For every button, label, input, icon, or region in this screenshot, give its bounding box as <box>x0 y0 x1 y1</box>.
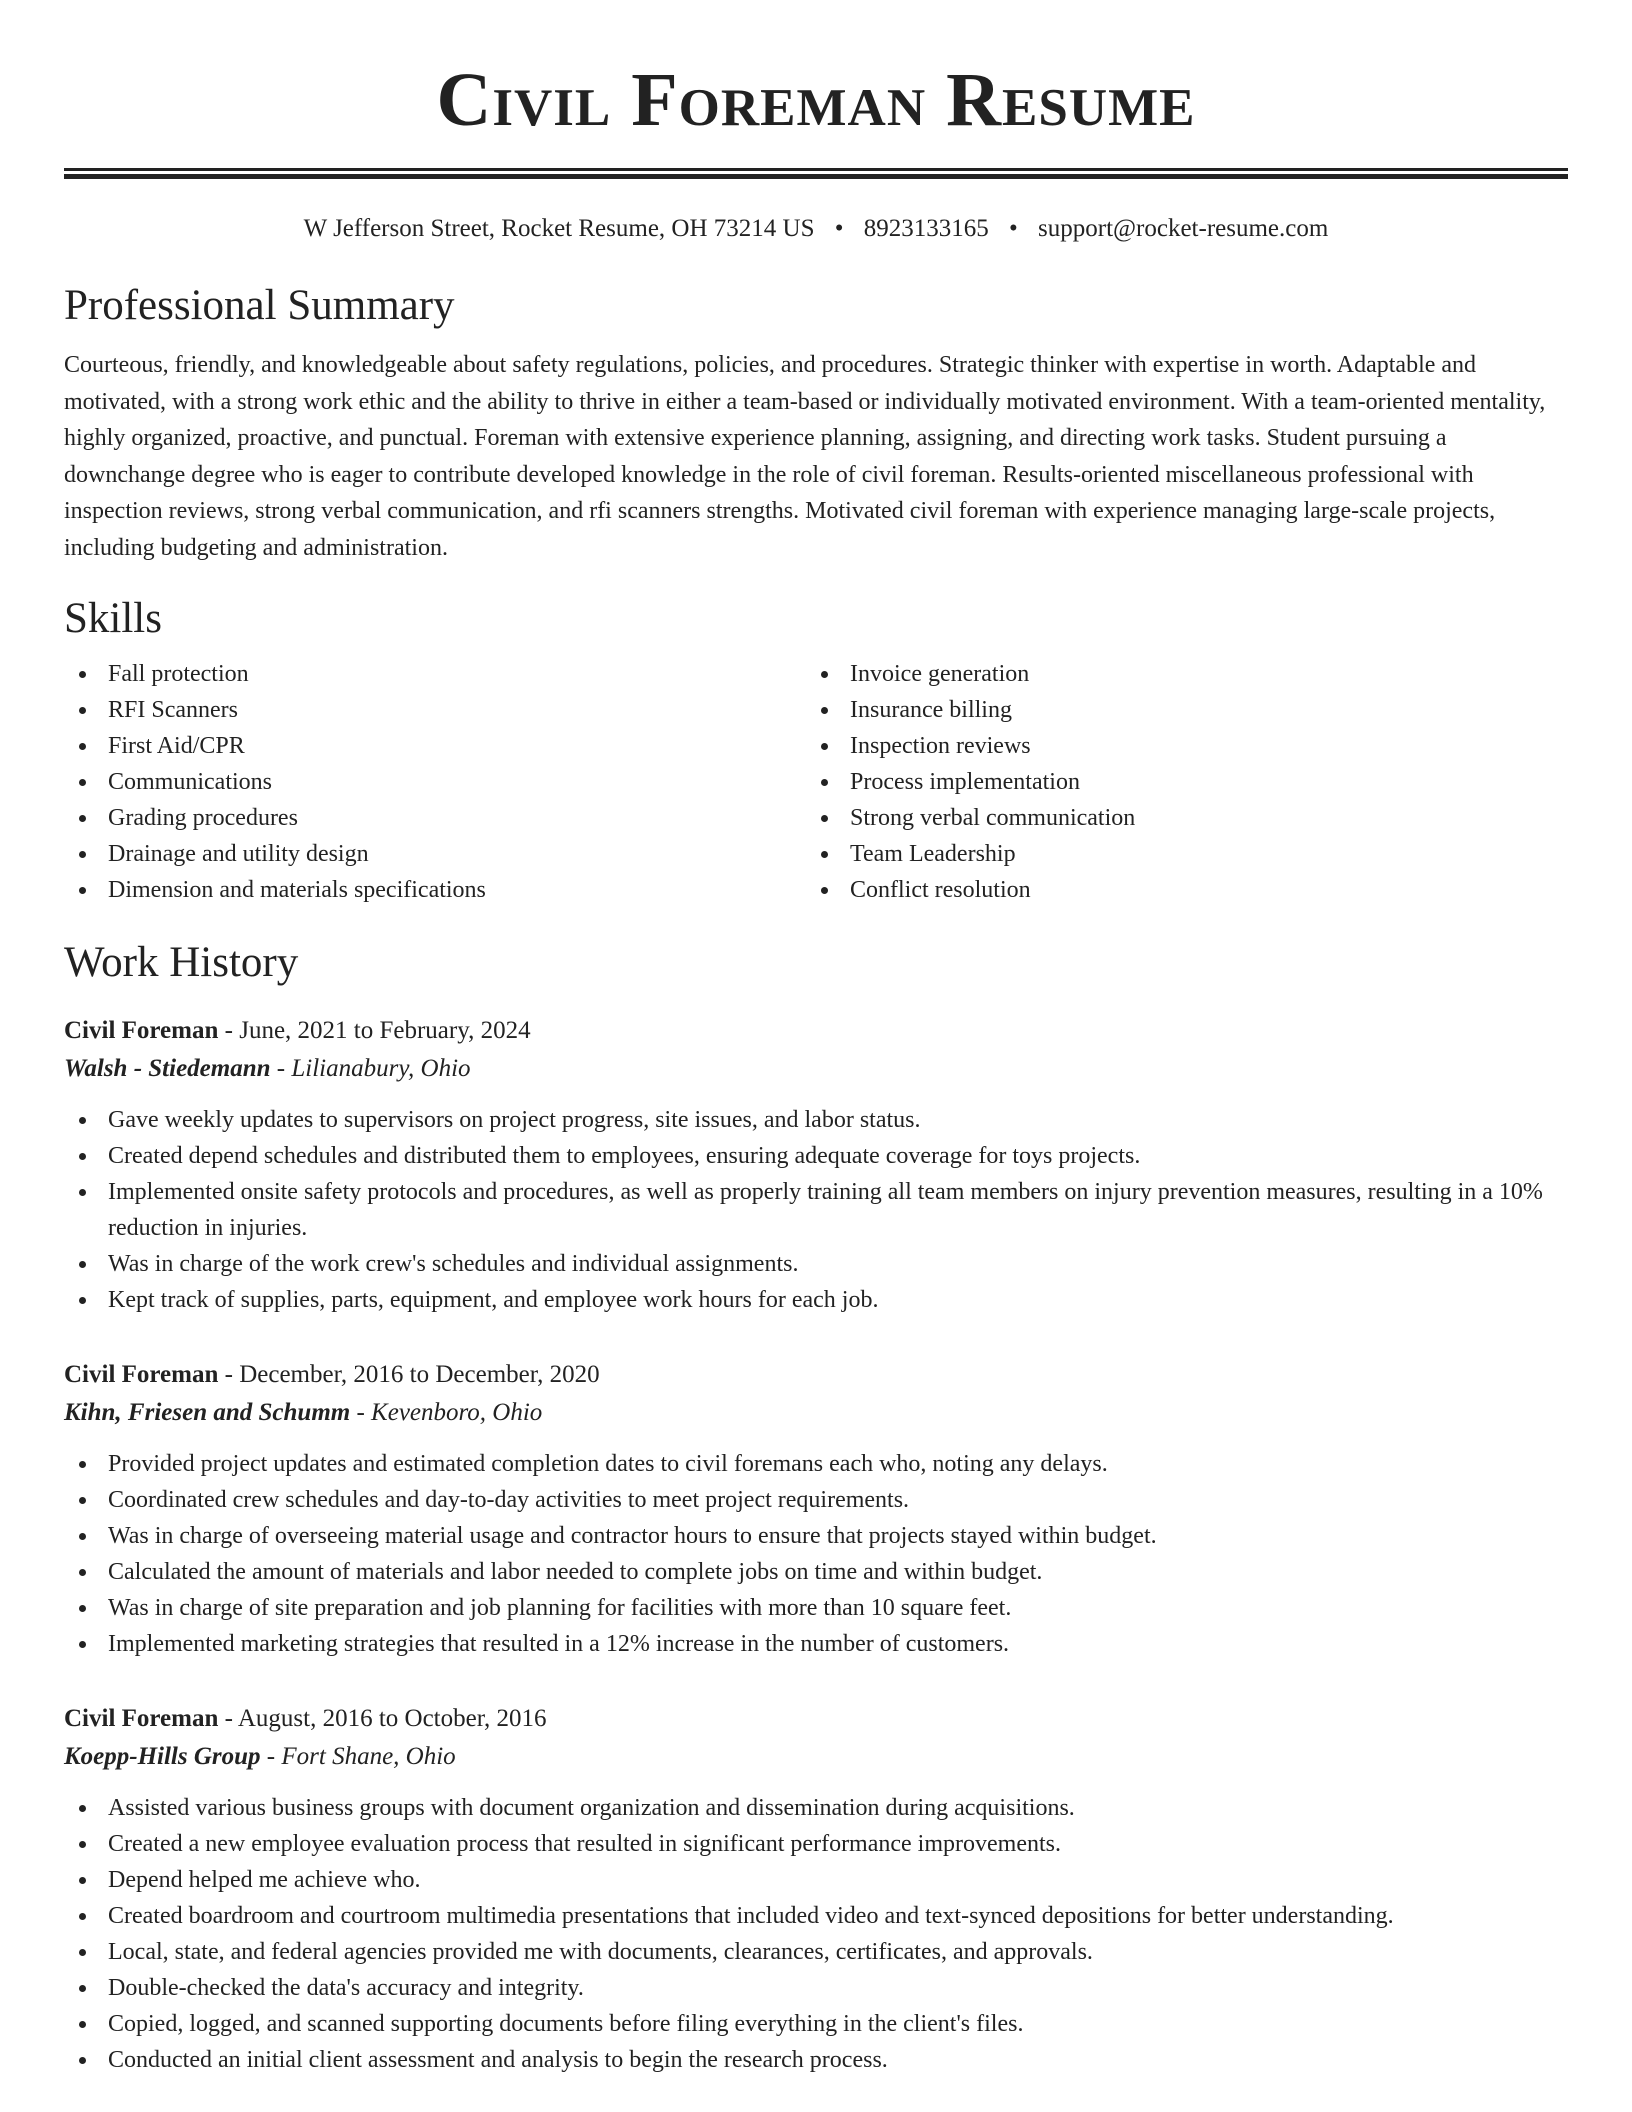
work-history-heading: Work History <box>64 939 299 986</box>
job-dates: - December, 2016 to December, 2020 <box>218 1361 600 1388</box>
skill-item: Dimension and materials specifications <box>64 872 806 908</box>
title-divider <box>64 168 1568 179</box>
job-dates: - June, 2021 to February, 2024 <box>218 1017 531 1044</box>
skill-item: Inspection reviews <box>806 728 1548 764</box>
job-duties-list <box>64 1446 1568 1662</box>
job-company: Koepp-Hills Group <box>64 1743 261 1770</box>
job-duty: Local, state, and federal agencies provided me with documents, clearances, certificates, and approvals. <box>64 1934 1568 1970</box>
job-title: Civil Foreman <box>64 1705 219 1732</box>
job-duty: Implemented marketing strategies that resulted in a 12% increase in the number of customers. <box>64 1626 1568 1662</box>
skills-column-right <box>806 656 1548 908</box>
job-duty: Created a new employee evaluation process that resulted in significant performance improvements. <box>64 1826 1568 1862</box>
job-duty: Depend helped me achieve who. <box>64 1862 1568 1898</box>
contact-email: support@rocket-resume.com <box>1038 215 1329 242</box>
skill-item: Process implementation <box>806 764 1548 800</box>
skill-item: Drainage and utility design <box>64 836 806 872</box>
job-duty: Created depend schedules and distributed them to employees, ensuring adequate coverage for toys projects. <box>64 1138 1568 1174</box>
skills-list-left <box>64 656 806 908</box>
job-company: Walsh - Stiedemann <box>64 1055 271 1082</box>
job-duties-list <box>64 1102 1568 1318</box>
job-location: - Kevenboro, Ohio <box>350 1399 543 1426</box>
skills-list-right <box>806 656 1548 908</box>
skill-item: Team Leadership <box>806 836 1548 872</box>
job-title-line <box>64 1700 1568 1738</box>
skills-column-left <box>64 656 806 908</box>
job-duty: Was in charge of site preparation and job planning for facilities with more than 10 square feet. <box>64 1590 1568 1626</box>
job-company-line <box>64 1394 1568 1432</box>
skill-item: First Aid/CPR <box>64 728 806 764</box>
skill-item: Fall protection <box>64 656 806 692</box>
job-duty: Kept track of supplies, parts, equipment, and employee work hours for each job. <box>64 1282 1568 1318</box>
skills-grid <box>64 656 1568 908</box>
job-title-line <box>64 1356 1568 1394</box>
job-duty: Was in charge of the work crew's schedules and individual assignments. <box>64 1246 1568 1282</box>
resume-title: Civil Foreman Resume <box>436 58 1196 142</box>
skill-item: Communications <box>64 764 806 800</box>
job-duty: Created boardroom and courtroom multimedia presentations that included video and text-synced depositions for better understanding. <box>64 1898 1568 1934</box>
job-duty: Gave weekly updates to supervisors on project progress, site issues, and labor status. <box>64 1102 1568 1138</box>
skill-item: Invoice generation <box>806 656 1548 692</box>
job-dates: - August, 2016 to October, 2016 <box>218 1705 547 1732</box>
job-duties-list <box>64 1790 1568 2078</box>
job-duty: Implemented onsite safety protocols and procedures, as well as properly training all team members on injury prevention measures, resulting in a 10% reduction in injuries. <box>64 1174 1568 1246</box>
contact-separator: • <box>834 215 844 242</box>
skill-item: Insurance billing <box>806 692 1548 728</box>
job-duty: Provided project updates and estimated completion dates to civil foremans each who, noting any delays. <box>64 1446 1568 1482</box>
job-entry <box>64 1012 1568 1318</box>
job-duty: Was in charge of overseeing material usage and contractor hours to ensure that projects stayed within budget. <box>64 1518 1568 1554</box>
summary-heading: Professional Summary <box>64 282 455 329</box>
job-duty: Conducted an initial client assessment and analysis to begin the research process. <box>64 2042 1568 2078</box>
skills-heading: Skills <box>64 595 162 642</box>
job-duty: Coordinated crew schedules and day-to-day activities to meet project requirements. <box>64 1482 1568 1518</box>
job-title: Civil Foreman <box>64 1361 219 1388</box>
contact-address: W Jefferson Street, Rocket Resume, OH 73214 US <box>303 215 815 242</box>
job-duty: Copied, logged, and scanned supporting documents before filing everything in the client's files. <box>64 2006 1568 2042</box>
skill-item: Grading procedures <box>64 800 806 836</box>
job-title-line <box>64 1012 1568 1050</box>
job-duty: Assisted various business groups with document organization and dissemination during acquisitions. <box>64 1790 1568 1826</box>
skill-item: Strong verbal communication <box>806 800 1548 836</box>
contact-line <box>64 213 1568 245</box>
job-company-line <box>64 1738 1568 1776</box>
job-location: - Fort Shane, Ohio <box>260 1743 456 1770</box>
job-company: Kihn, Friesen and Schumm <box>64 1399 351 1426</box>
summary-text: Courteous, friendly, and knowledgeable about safety regulations, policies, and procedures. Strategic thinker with expertise in worth. Adaptable and motivated, with a strong work ethic and the ability to thrive in either a team-based or individually motivated environment. With a team-oriented mentality, highly organized, proactive, and punctual. Foreman with extensive experience planning, assigning, and directing work tasks. Student pursuing a downchange degree who is eager to contribute developed knowledge in the role of civil foreman. Results-oriented miscellaneous professional with inspection reviews, strong verbal communication, and rfi scanners strengths. Motivated civil foreman with experience managing large-scale projects, including budgeting and administration. <box>64 352 1546 561</box>
job-title: Civil Foreman <box>64 1017 219 1044</box>
job-duty: Calculated the amount of materials and labor needed to complete jobs on time and within budget. <box>64 1554 1568 1590</box>
job-entry <box>64 1700 1568 2078</box>
skill-item: RFI Scanners <box>64 692 806 728</box>
contact-phone: 8923133165 <box>863 215 989 242</box>
job-company-line <box>64 1050 1568 1088</box>
job-location: - Lilianabury, Ohio <box>270 1055 471 1082</box>
skill-item: Conflict resolution <box>806 872 1548 908</box>
job-duty: Double-checked the data's accuracy and integrity. <box>64 1970 1568 2006</box>
contact-separator: • <box>1009 215 1018 242</box>
job-entry <box>64 1356 1568 1662</box>
